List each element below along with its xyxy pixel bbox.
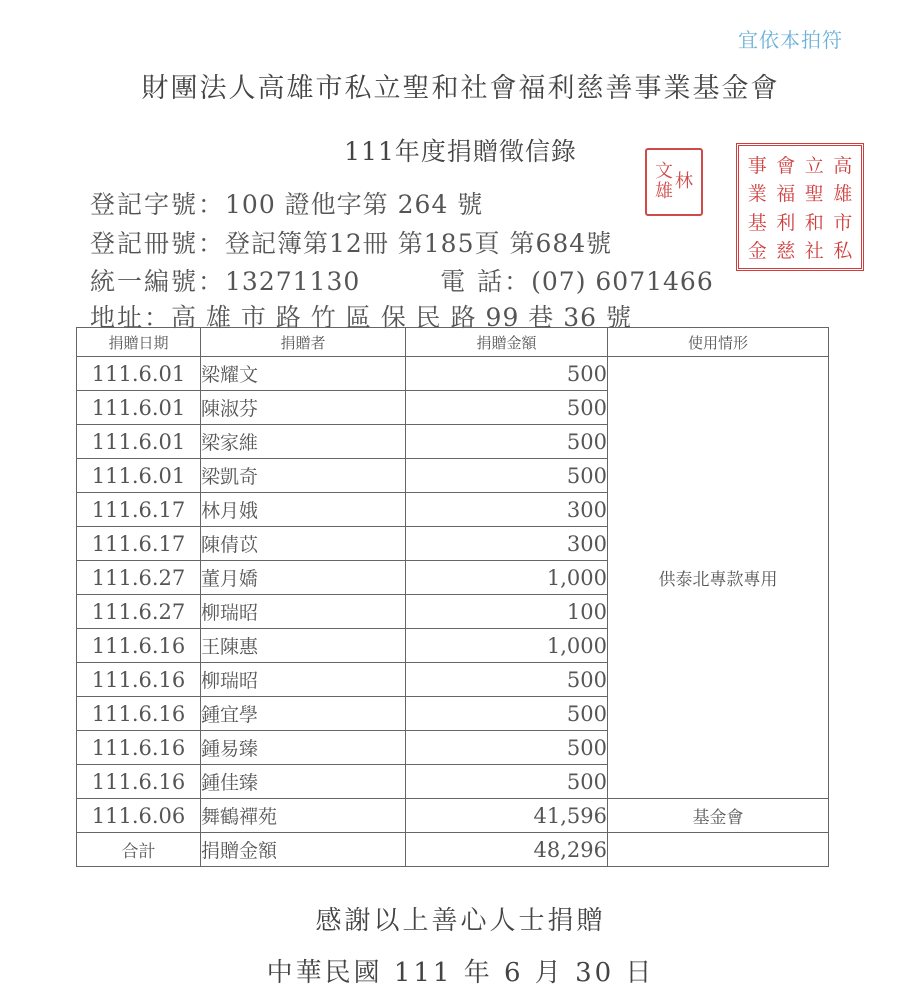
- donor-name: 梁耀文: [201, 357, 406, 391]
- donor-name: 陳淑芬: [201, 391, 406, 425]
- donation-amount: 500: [406, 357, 608, 391]
- organization-title: 財團法人高雄市私立聖和社會福利慈善事業基金會: [141, 73, 780, 104]
- seal-char: 基: [747, 211, 767, 234]
- total-donor-label: 捐贈金額: [201, 833, 406, 867]
- registration-number-line: [90, 185, 483, 221]
- seal-char: 利: [776, 211, 796, 234]
- donation-amount: 500: [406, 731, 608, 765]
- usage-note: 基金會: [608, 799, 829, 833]
- registry-book-line: [90, 224, 612, 260]
- donor-name: 鍾宜學: [201, 697, 406, 731]
- donor-name: 梁凱奇: [201, 459, 406, 493]
- header-date: 捐贈日期: [77, 328, 201, 357]
- seal-char: 會: [776, 154, 796, 177]
- seal-char: 私: [833, 240, 853, 263]
- seal-char: 高: [833, 154, 853, 177]
- tax-id-label: 統一編號：: [90, 267, 226, 296]
- seal-char: 和: [804, 211, 824, 234]
- donation-amount: 1,000: [406, 561, 608, 595]
- donor-name: 董月嬌: [201, 561, 406, 595]
- seal-char: 金: [747, 240, 767, 263]
- total-label: 合計: [77, 833, 201, 867]
- seal-char: 福: [776, 183, 796, 206]
- donor-name: 林月娥: [201, 493, 406, 527]
- donation-date: 111.6.06: [77, 799, 201, 833]
- seal-char: 社: [804, 240, 824, 263]
- phone-label: 電 話：: [440, 267, 532, 296]
- registration-number-value: 100 證他字第 264 號: [225, 190, 484, 219]
- donor-name: 鍾易臻: [201, 731, 406, 765]
- donation-date: 111.6.27: [77, 595, 201, 629]
- donation-amount: 300: [406, 527, 608, 561]
- seal-char: 雄: [833, 183, 853, 206]
- seal-char: 市: [833, 211, 853, 234]
- seal-char: 文: [655, 161, 673, 182]
- seal-char: 慈: [776, 240, 796, 263]
- donation-amount: 500: [406, 391, 608, 425]
- donation-amount: 41,596: [406, 799, 608, 833]
- donation-amount: 500: [406, 425, 608, 459]
- header-donor: 捐贈者: [201, 328, 406, 357]
- donation-date: 111.6.16: [77, 663, 201, 697]
- total-row: [77, 833, 829, 867]
- header-amount: 捐贈金額: [406, 328, 608, 357]
- phone-value: (07) 6071466: [531, 267, 714, 296]
- donation-date: 111.6.01: [77, 459, 201, 493]
- header-usage: 使用情形: [608, 328, 829, 357]
- seal-char: 事: [747, 154, 767, 177]
- seal-char: 立: [804, 154, 824, 177]
- table-row: [77, 799, 829, 833]
- donation-date: 111.6.01: [77, 391, 201, 425]
- donation-table: [76, 327, 829, 867]
- document-title: 111年度捐贈徵信錄: [344, 137, 577, 166]
- donation-date: 111.6.17: [77, 527, 201, 561]
- total-amount: 48,296: [406, 833, 608, 867]
- address-value: 高 雄 市 路 竹 區 保 民 路 99 巷 36 號: [171, 303, 633, 332]
- donation-amount: 500: [406, 765, 608, 799]
- personal-seal-stamp: [645, 148, 703, 216]
- donation-amount: 1,000: [406, 629, 608, 663]
- donation-date: 111.6.16: [77, 629, 201, 663]
- donor-name: 梁家維: [201, 425, 406, 459]
- donor-name: 鍾佳臻: [201, 765, 406, 799]
- seal-char: 林: [675, 171, 693, 192]
- seal-char: 業: [747, 183, 767, 206]
- registry-book-value: 登記簿第12冊 第185頁 第684號: [225, 229, 613, 258]
- seal-char: 聖: [804, 183, 824, 206]
- donation-date: 111.6.16: [77, 731, 201, 765]
- donation-date: 111.6.16: [77, 697, 201, 731]
- donor-name: 柳瑞昭: [201, 595, 406, 629]
- donation-date: 111.6.01: [77, 425, 201, 459]
- thanks-message: 感謝以上善心人士捐贈: [315, 906, 606, 936]
- handwritten-note: 宜依本拍符: [738, 28, 843, 52]
- donor-name: 陳倩苡: [201, 527, 406, 561]
- table-row: [77, 357, 829, 391]
- donation-amount: 300: [406, 493, 608, 527]
- donation-amount: 500: [406, 663, 608, 697]
- organization-seal-stamp: [736, 143, 864, 271]
- donor-name: 舞鶴禪苑: [201, 799, 406, 833]
- registry-book-label: 登記冊號：: [90, 229, 226, 258]
- usage-note: 供泰北專款專用: [608, 357, 829, 799]
- total-usage: [608, 833, 829, 867]
- document-date: 中華民國 111 年 6 月 30 日: [266, 958, 655, 988]
- donation-date: 111.6.16: [77, 765, 201, 799]
- registration-number-label: 登記字號：: [90, 190, 226, 219]
- donor-name: 王陳惠: [201, 629, 406, 663]
- tax-id-line: [90, 262, 714, 298]
- tax-id-value: 13271130: [225, 267, 361, 296]
- address-label: 地址：: [90, 303, 172, 332]
- seal-char: 雄: [655, 181, 673, 202]
- donation-date: 111.6.17: [77, 493, 201, 527]
- donation-amount: 500: [406, 697, 608, 731]
- donation-amount: 500: [406, 459, 608, 493]
- donor-name: 柳瑞昭: [201, 663, 406, 697]
- donation-amount: 100: [406, 595, 608, 629]
- table-header-row: [77, 328, 829, 357]
- donation-date: 111.6.27: [77, 561, 201, 595]
- donation-date: 111.6.01: [77, 357, 201, 391]
